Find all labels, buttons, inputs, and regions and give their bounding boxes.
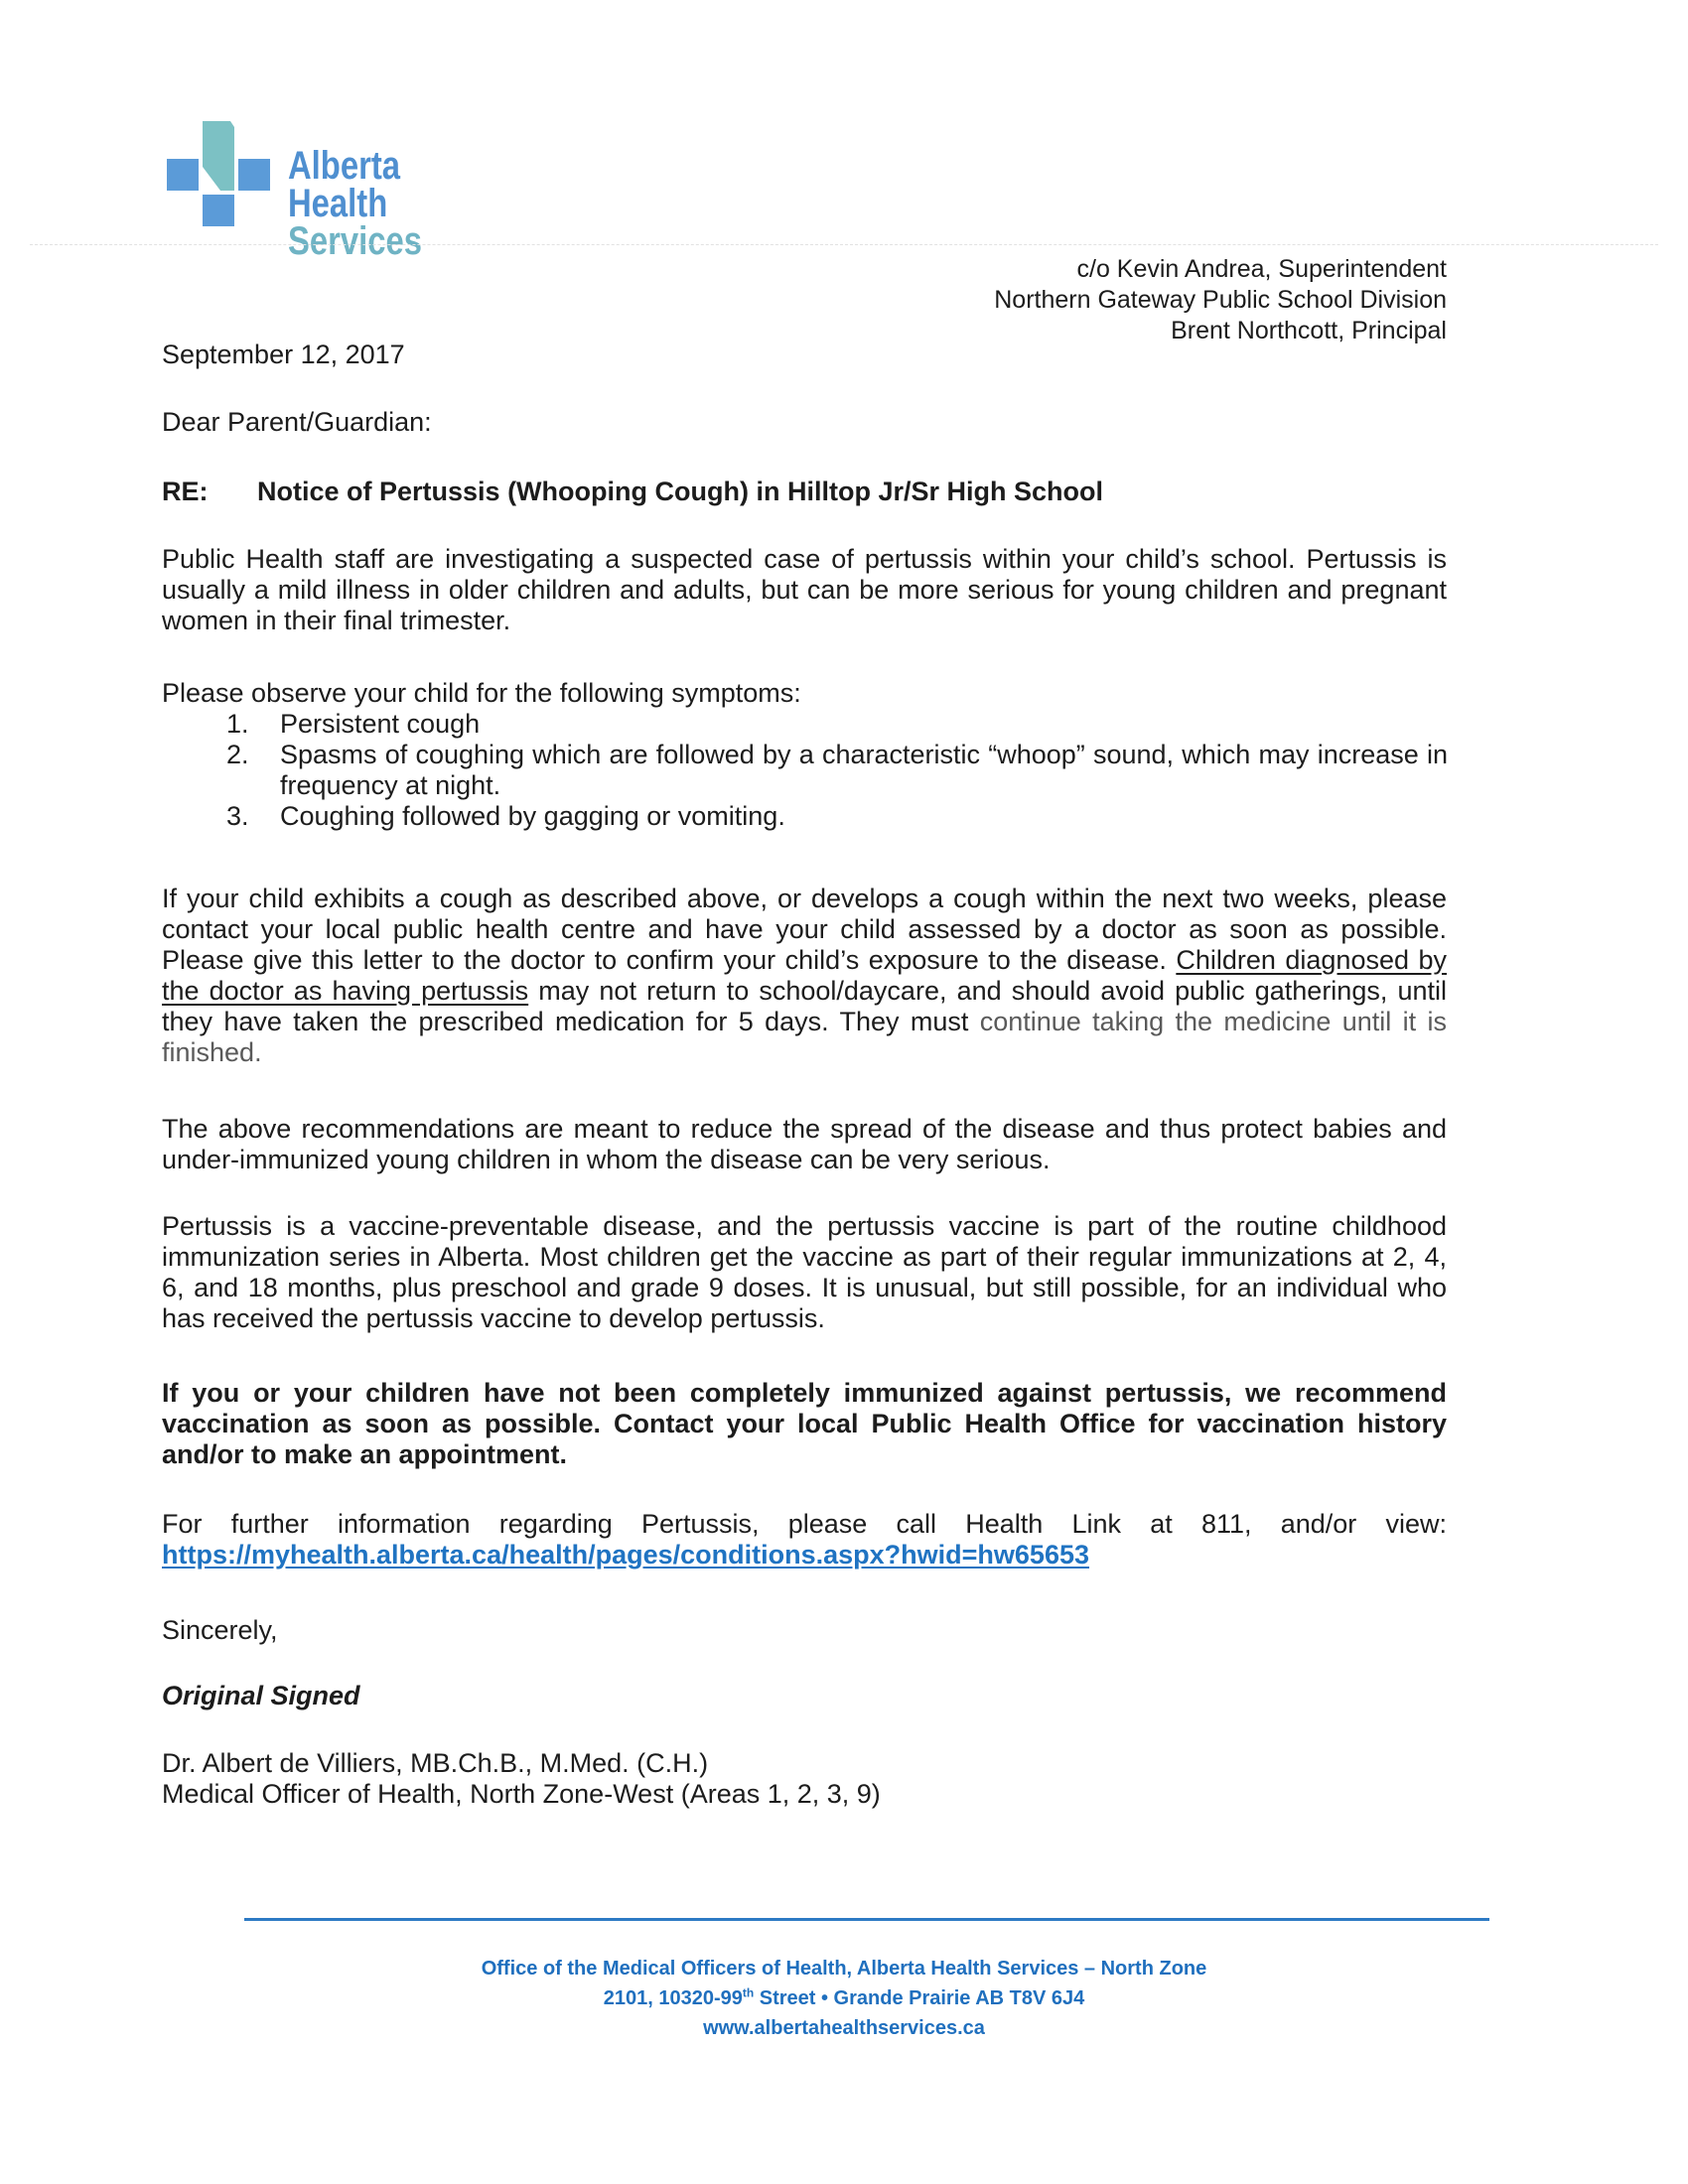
paragraph-recommendations: The above recommendations are meant to reduce the spread of the disease and thus protect babies and under-immunized young children in whom the disease can be very serious. [162, 1114, 1447, 1174]
closing-signature: Original Signed [162, 1681, 360, 1710]
myhealth-link[interactable]: https://myhealth.alberta.ca/health/pages/conditions.aspx?hwid=hw65653 [162, 1540, 1089, 1570]
paragraph-vaccine: Pertussis is a vaccine-preventable disease, and the pertussis vaccine is part of the routine childhood immunization series in Alberta. Most children get the vaccine as part of their regular immunizations at 2, 4, 6, and 18 months, plus preschool and grade 9 doses. It is unusual, but still possible, for an individual who has received the pertussis vaccine to develop pertussis. [162, 1211, 1447, 1333]
letter-date: September 12, 2017 [162, 340, 405, 369]
list-text: Coughing followed by gagging or vomiting. [280, 801, 785, 831]
addressee-line: Brent Northcott, Principal [1171, 317, 1447, 344]
footer-website[interactable]: www.albertahealthservices.ca [703, 2017, 985, 2039]
salutation: Dear Parent/Guardian: [162, 407, 432, 437]
footer-divider [244, 1918, 1489, 1921]
paragraph-immunize-bold: If you or your children have not been completely immunized against pertussis, we recommend vaccination as soon as possible. Contact your local Public Health Office for vaccination history and/or to make an appointment. [162, 1378, 1447, 1469]
logo-right-square-icon [238, 159, 270, 191]
p3-start: If your child exhibits a cough as described above, or develops a cough within the next two weeks, please contact your local public health centre and have your child assessed by a doctor as soon as possible. Please give this letter to the doctor to confirm your child’s exposure to the disease. [162, 884, 1447, 975]
list-number: 2. [226, 740, 249, 769]
logo-alberta-shape-icon [203, 121, 234, 191]
footer-address-sup: th [742, 1985, 755, 2000]
list-item [216, 709, 1448, 740]
subject-text: Notice of Pertussis (Whooping Cough) in Hilltop Jr/Sr High School [257, 477, 1103, 506]
paragraph-further-info [162, 1509, 1447, 1570]
footer-address-b: Street • Grande Prairie AB T8V 6J4 [754, 1987, 1085, 2009]
closing-sincerely: Sincerely, [162, 1615, 278, 1645]
logo-wordmark-line2: Services [288, 219, 422, 263]
paragraph-if-cough [162, 884, 1447, 1068]
signer-block [162, 1748, 1447, 1810]
further-info-text: For further information regarding Pertussis, please call Health Link at 811, and/or view: [162, 1509, 1447, 1539]
p3-underlined: Children diagnosed by the doctor as having pertussis [162, 945, 1447, 1006]
logo-bottom-square-icon [203, 195, 234, 226]
footer-address-a: 2101, 10320-99 [603, 1987, 743, 2009]
logo-left-square-icon [167, 159, 199, 191]
paragraph-investigation: Public Health staff are investigating a suspected case of pertussis within your child’s school. Pertussis is usually a mild illness in older children and adults, but can be more serious for young children and pregnant women in their final trimester. [162, 544, 1447, 635]
addressee-block [994, 254, 1447, 346]
list-text: Persistent cough [280, 709, 481, 739]
addressee-line: c/o Kevin Andrea, Superintendent [1076, 255, 1447, 283]
p3-middle: may not return to school/daycare, and should avoid public gatherings, until they have taken the prescribed medication for 5 days. They must [162, 976, 1447, 1036]
addressee-line: Northern Gateway Public School Division [994, 286, 1447, 314]
list-number: 1. [226, 709, 249, 739]
logo-wordmark-line1: Alberta Health [288, 144, 401, 225]
logo-wordmark [288, 144, 498, 263]
ahs-logo [167, 121, 544, 263]
list-number: 3. [226, 801, 249, 831]
subject-label: RE: [162, 477, 209, 506]
header-divider [30, 244, 1658, 247]
signer-title: Medical Officer of Health, North Zone-West (Areas 1, 2, 3, 9) [162, 1779, 881, 1809]
signer-name: Dr. Albert de Villiers, MB.Ch.B., M.Med. (C.H.) [162, 1748, 709, 1778]
footer-address [0, 1983, 1688, 2013]
p3-end: continue taking the medicine until it is finished. [162, 1007, 1447, 1067]
subject-line [162, 477, 1447, 507]
paragraph-observe: Please observe your child for the following symptoms: [162, 678, 801, 708]
list-text: Spasms of coughing which are followed by a characteristic “whoop” sound, which may increase in frequency at night. [280, 740, 1448, 800]
list-item [216, 740, 1448, 801]
footer-office: Office of the Medical Officers of Health, Alberta Health Services – North Zone [481, 1958, 1207, 1979]
symptom-list [216, 709, 1448, 832]
list-item [216, 801, 1448, 832]
